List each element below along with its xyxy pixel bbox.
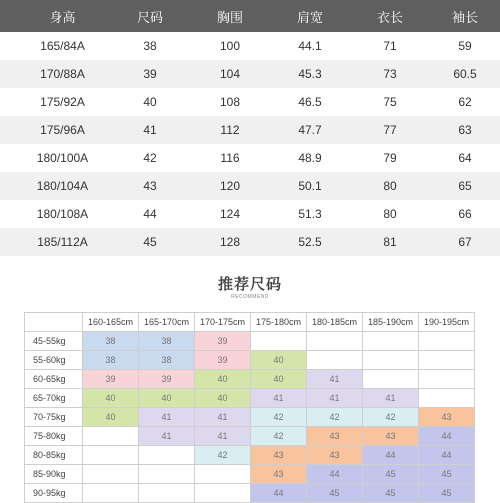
recommend-row	[25, 332, 475, 351]
recommend-size-cell: 41	[139, 408, 195, 427]
size-table-row	[0, 116, 500, 144]
size-table-cell: 38	[143, 39, 157, 53]
recommend-size-cell: 42	[307, 408, 363, 427]
weight-row-header: 65-70kg	[25, 389, 83, 408]
recommend-size-cell: 40	[139, 389, 195, 408]
height-column-header: 180-185cm	[307, 313, 363, 332]
size-table-cell: 180/104A	[36, 179, 89, 193]
recommend-size-cell	[307, 351, 363, 370]
size-table-cell: 128	[219, 235, 241, 249]
weight-row-header: 85-90kg	[25, 465, 83, 484]
size-table-cell: 80	[383, 179, 397, 193]
recommend-size-cell: 41	[251, 389, 307, 408]
size-table-row	[0, 228, 500, 256]
size-table-row	[0, 60, 500, 88]
recommend-size-cell: 40	[195, 370, 251, 389]
recommend-size-cell: 44	[419, 446, 475, 465]
size-table-cell: 81	[383, 235, 397, 249]
weight-row-header: 60-65kg	[25, 370, 83, 389]
recommend-size-cell	[195, 465, 251, 484]
recommend-size-cell	[363, 370, 419, 389]
size-table-cell: 44	[143, 207, 157, 221]
recommend-size-cell	[139, 465, 195, 484]
recommend-size-cell: 41	[195, 427, 251, 446]
size-table-cell: 59	[458, 39, 472, 53]
size-table-cell: 185/112A	[37, 235, 88, 249]
size-table-cell: 52.5	[298, 235, 322, 249]
recommend-size-cell: 44	[363, 446, 419, 465]
size-table-cell: 75	[383, 95, 397, 109]
height-column-header: 160-165cm	[83, 313, 139, 332]
recommend-row	[25, 408, 475, 427]
size-table-cell: 66	[458, 207, 472, 221]
size-table-cell: 48.9	[298, 151, 322, 165]
recommend-size-cell: 39	[195, 332, 251, 351]
size-table-cell: 80	[383, 207, 397, 221]
recommend-size-cell: 41	[307, 389, 363, 408]
recommend-size-cell: 43	[251, 446, 307, 465]
size-table-cell: 124	[219, 207, 241, 221]
size-table-cell: 120	[219, 179, 241, 193]
recommend-size-cell: 38	[139, 351, 195, 370]
recommend-row	[25, 465, 475, 484]
size-table-cell: 62	[458, 95, 472, 109]
recommend-size-cell: 39	[195, 351, 251, 370]
recommend-size-cell: 45	[419, 484, 475, 503]
recommend-size-cell: 42	[251, 427, 307, 446]
recommend-size-cell: 43	[251, 465, 307, 484]
size-table-header-cell: 胸围	[216, 10, 243, 26]
size-table-cell: 51.3	[298, 207, 322, 221]
recommend-size-cell	[419, 370, 475, 389]
recommend-size-cell: 41	[139, 427, 195, 446]
recommend-size-cell: 41	[195, 408, 251, 427]
recommend-row	[25, 427, 475, 446]
recommend-size-cell: 42	[363, 408, 419, 427]
recommend-size-cell	[139, 446, 195, 465]
recommend-size-cell	[419, 351, 475, 370]
size-table-cell: 175/92A	[40, 95, 85, 109]
size-table-header-cell: 袖长	[451, 10, 478, 26]
size-table-cell: 180/108A	[36, 207, 89, 221]
height-column-header: 185-190cm	[363, 313, 419, 332]
height-column-header: 175-180cm	[251, 313, 307, 332]
size-table-cell: 71	[383, 39, 397, 53]
recommend-header-row	[25, 313, 475, 332]
weight-row-header: 70-75kg	[25, 408, 83, 427]
weight-row-header: 45-55kg	[25, 332, 83, 351]
size-table-cell: 67	[458, 235, 472, 249]
recommend-size-cell: 41	[307, 370, 363, 389]
size-table-cell: 41	[143, 123, 157, 137]
recommend-row	[25, 446, 475, 465]
size-table-cell: 50.1	[298, 179, 322, 193]
recommend-size-cell: 40	[251, 370, 307, 389]
recommend-size-cell: 40	[83, 389, 139, 408]
recommend-row	[25, 351, 475, 370]
height-column-header: 190-195cm	[419, 313, 475, 332]
size-table-cell: 47.7	[298, 123, 322, 137]
recommend-size-cell: 39	[139, 370, 195, 389]
recommend-size-cell: 44	[251, 484, 307, 503]
recommend-size-cell: 45	[307, 484, 363, 503]
recommend-size-cell	[363, 351, 419, 370]
size-table-cell: 79	[383, 151, 397, 165]
recommend-size-cell: 38	[139, 332, 195, 351]
weight-row-header: 90-95kg	[25, 484, 83, 503]
recommend-corner-cell	[25, 313, 83, 332]
size-table-cell: 104	[219, 67, 241, 81]
size-table-header-cell: 身高	[49, 10, 76, 26]
recommend-size-cell: 40	[83, 408, 139, 427]
recommend-size-cell: 38	[83, 351, 139, 370]
size-table-cell: 77	[383, 123, 397, 137]
recommend-size-cell: 39	[83, 370, 139, 389]
recommend-size-cell: 44	[307, 465, 363, 484]
recommend-size-cell: 40	[195, 389, 251, 408]
weight-row-header: 80-85kg	[25, 446, 83, 465]
recommend-size-cell	[83, 427, 139, 446]
recommend-size-cell: 42	[251, 408, 307, 427]
recommend-size-cell: 43	[307, 427, 363, 446]
size-table-cell: 45	[143, 235, 157, 249]
size-table-cell: 43	[143, 179, 157, 193]
height-column-header: 165-170cm	[139, 313, 195, 332]
size-table-cell: 112	[220, 123, 240, 137]
recommend-size-cell: 44	[419, 427, 475, 446]
recommend-table	[24, 312, 475, 503]
recommend-size-cell: 45	[419, 465, 475, 484]
size-table-cell: 60.5	[453, 67, 477, 81]
size-table-cell: 64	[458, 151, 472, 165]
recommend-size-cell: 45	[363, 484, 419, 503]
recommend-size-cell	[307, 332, 363, 351]
recommend-size-cell	[83, 446, 139, 465]
height-column-header: 170-175cm	[195, 313, 251, 332]
size-table-cell: 175/96A	[40, 123, 85, 137]
size-table-cell: 42	[143, 151, 157, 165]
recommend-size-cell: 45	[363, 465, 419, 484]
recommend-row	[25, 389, 475, 408]
recommend-size-cell	[83, 465, 139, 484]
size-table-cell: 46.5	[298, 95, 322, 109]
weight-row-header: 75-80kg	[25, 427, 83, 446]
recommend-size-cell	[419, 389, 475, 408]
size-table-cell: 44.1	[298, 39, 322, 53]
size-table-cell: 39	[143, 67, 157, 81]
size-table-row	[0, 32, 500, 60]
size-table-row	[0, 144, 500, 172]
size-table-row	[0, 200, 500, 228]
recommend-size-cell	[363, 332, 419, 351]
recommend-size-cell	[251, 332, 307, 351]
size-table-cell: 165/84A	[40, 39, 85, 53]
recommend-size-cell: 42	[195, 446, 251, 465]
size-table-cell: 116	[220, 151, 240, 165]
recommend-subtitle: RECOMMEND	[231, 294, 269, 300]
recommend-size-cell: 38	[83, 332, 139, 351]
recommend-title: 推荐尺码	[217, 275, 282, 293]
size-table-cell: 45.3	[298, 67, 322, 81]
size-table-header-cell: 尺码	[136, 10, 163, 26]
size-table-cell: 180/100A	[36, 151, 89, 165]
recommend-row	[25, 370, 475, 389]
size-table-header-cell: 肩宽	[296, 10, 323, 26]
recommend-size-cell: 40	[251, 351, 307, 370]
size-table-header-cell: 衣长	[376, 10, 403, 26]
recommend-size-cell: 43	[419, 408, 475, 427]
size-table-row	[0, 172, 500, 200]
recommend-size-cell: 41	[363, 389, 419, 408]
size-table-header	[0, 0, 500, 32]
size-table-cell: 108	[219, 95, 241, 109]
size-table-cell: 170/88A	[40, 67, 85, 81]
size-table-cell: 65	[458, 179, 472, 193]
weight-row-header: 55-60kg	[25, 351, 83, 370]
recommend-size-cell	[419, 332, 475, 351]
recommend-size-cell: 43	[363, 427, 419, 446]
size-table-cell: 73	[383, 67, 397, 81]
size-table-row	[0, 88, 500, 116]
size-table-cell: 40	[143, 95, 157, 109]
size-table-cell: 63	[458, 123, 472, 137]
recommend-size-cell: 43	[307, 446, 363, 465]
size-table-cell: 100	[219, 39, 241, 53]
